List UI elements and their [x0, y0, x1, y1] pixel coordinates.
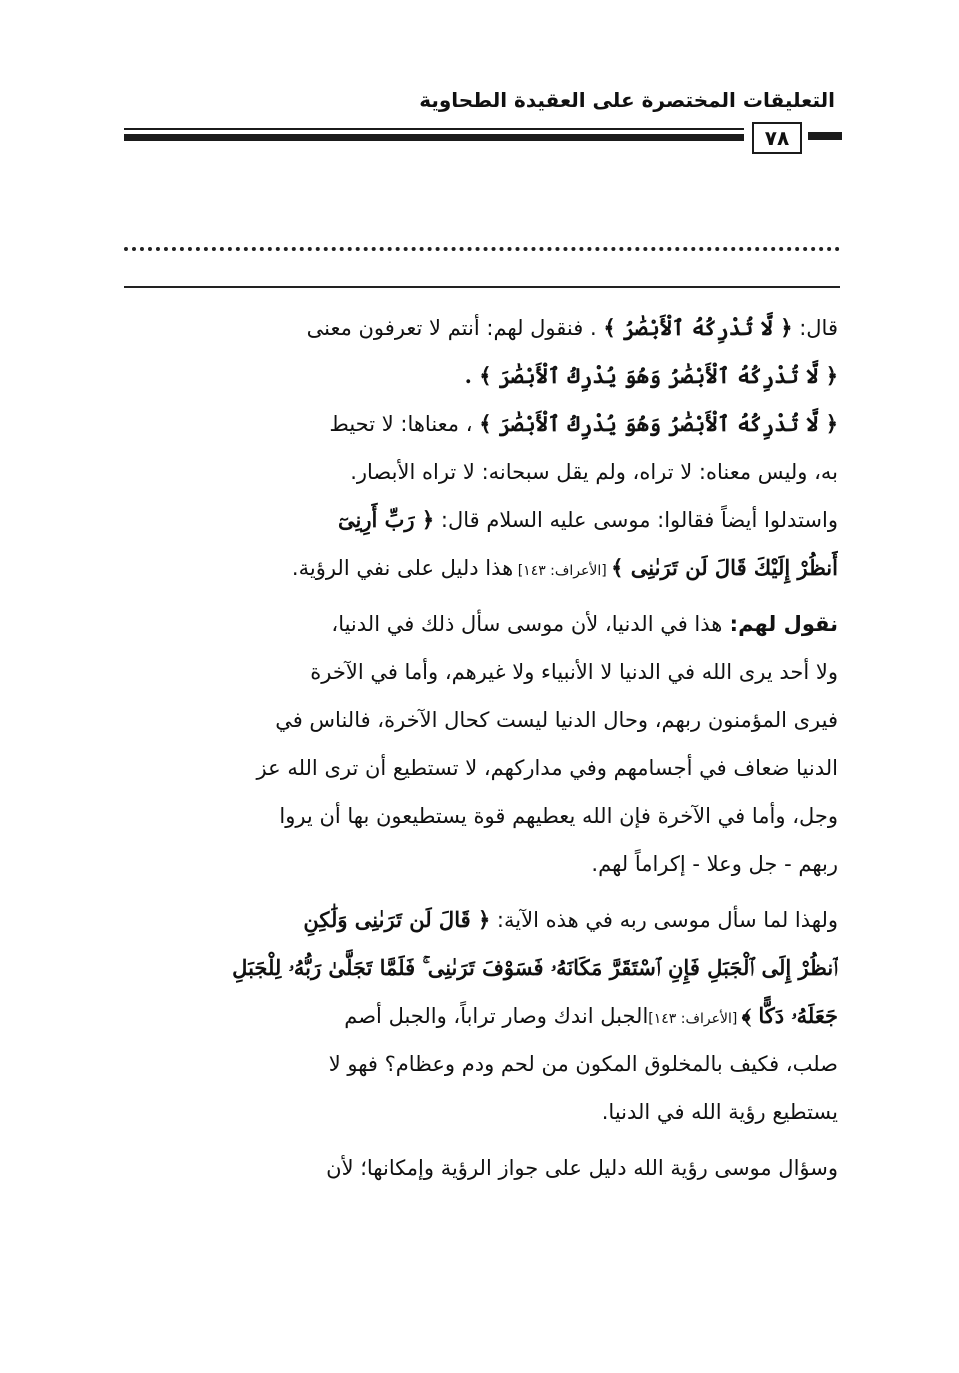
text-line	[122, 696, 838, 744]
text-line	[122, 896, 838, 944]
text-line	[122, 352, 838, 400]
text-line	[122, 744, 838, 792]
text-line	[122, 600, 838, 648]
text-line	[122, 648, 838, 696]
text-segment: صلب، فكيف بالمخلوق المكون من لحم ودم وعظام؟ فهو لا	[328, 1052, 838, 1076]
header-rule-thick	[124, 134, 744, 141]
text-segment: يستطيع رؤية الله في الدنيا.	[601, 1100, 838, 1124]
main-text	[122, 304, 838, 1192]
quran-verse: ﴿ لَّا تُدْرِكُهُ ٱلْأَبْصَٰرُ وَهُوَ يُدْرِكُ ٱلْأَبْصَٰرَ ﴾ .	[464, 363, 838, 388]
lead-phrase: نقول لهم:	[722, 612, 838, 636]
text-segment: وجل، وأما في الآخرة فإن الله يعطيهم قوة يستطيعون بها أن يروا	[279, 804, 838, 828]
text-line	[122, 792, 838, 840]
page-number: ٧٨	[752, 122, 802, 154]
quran-verse: ﴿ رَبِّ أَرِنِىٓ	[338, 507, 435, 532]
text-segment: قال:	[792, 316, 838, 340]
text-segment: ، معناها: لا تحيط	[329, 412, 473, 436]
verse-citation: [الأعراف: ١٤٣]	[513, 563, 612, 579]
text-line	[122, 1088, 838, 1136]
text-line	[122, 1040, 838, 1088]
text-line	[122, 304, 838, 352]
text-line	[122, 400, 838, 448]
quran-verse: أَنظُرْ إِلَيْكَ قَالَ لَن تَرَىٰنِى ﴾	[611, 555, 838, 580]
text-segment: الدنيا ضعاف في أجسامهم وفي مداركهم، لا تستطيع أن ترى الله عز	[256, 756, 838, 780]
text-line	[122, 992, 838, 1040]
text-segment: هذا في الدنيا، لأن موسى سأل ذلك في الدنيا،	[331, 612, 723, 636]
text-line	[122, 496, 838, 544]
text-line	[122, 944, 838, 992]
text-segment: وسؤال موسى رؤية الله دليل على جواز الرؤية وإمكانها؛ لأن	[326, 1156, 838, 1180]
running-title: التعليقات المختصرة على العقيدة الطحاوية	[419, 88, 835, 112]
verse-citation: [الأعراف: ١٤٣]	[648, 1011, 742, 1027]
text-line	[122, 448, 838, 496]
quran-verse: ٱنظُرْ إِلَى ٱلْجَبَلِ فَإِنِ ٱسْتَقَرَّ مَكَانَهُۥ فَسَوْفَ تَرَىٰنِى ۚ فَلَمَّا تَجَلَّىٰ رَبُّهُۥ لِلْجَبَلِ	[232, 955, 838, 980]
text-segment: ولهذا لما سأل موسى ربه في هذه الآية:	[490, 908, 838, 932]
section-divider	[124, 286, 840, 288]
text-segment: واستدلوا أيضاً فقالوا: موسى عليه السلام قال:	[434, 508, 838, 532]
text-segment: ربهم - جل وعلا - إكراماً لهم.	[591, 852, 838, 876]
quran-verse: جَعَلَهُۥ دَكًّا ﴾	[741, 1003, 838, 1028]
text-segment: الجبل اندك وصار تراباً، والجبل أصم	[344, 1004, 649, 1028]
text-segment: به، وليس معناه: لا تراه، ولم يقل سبحانه: لا تراه الأبصار.	[350, 460, 838, 484]
quran-verse: ﴿ لَّا تُدْرِكُهُ ٱلْأَبْصَٰرُ وَهُوَ يُدْرِكُ ٱلْأَبْصَٰرَ ﴾	[479, 411, 838, 436]
header-rule-thin	[124, 128, 744, 130]
dotted-divider	[124, 247, 840, 251]
text-segment: هذا دليل على نفي الرؤية.	[291, 556, 514, 580]
text-line	[122, 840, 838, 888]
text-line	[122, 1144, 838, 1192]
text-segment: ولا أحد يرى الله في الدنيا لا الأنبياء ولا غيرهم، وأما في الآخرة	[310, 660, 838, 684]
quran-verse: ﴿ قَالَ لَن تَرَىٰنِى وَلَٰكِنِ	[303, 907, 491, 932]
text-segment: . فنقول لهم: أنتم لا تعرفون معنى	[306, 316, 597, 340]
text-line	[122, 544, 838, 592]
quran-verse: ﴿ لَّا تُدْرِكُهُ ٱلْأَبْصَٰرُ ﴾	[603, 315, 793, 340]
page-number-mark	[808, 132, 842, 140]
text-segment: فيرى المؤمنون ربهم، وحال الدنيا ليست كحال الآخرة، فالناس في	[275, 708, 838, 732]
